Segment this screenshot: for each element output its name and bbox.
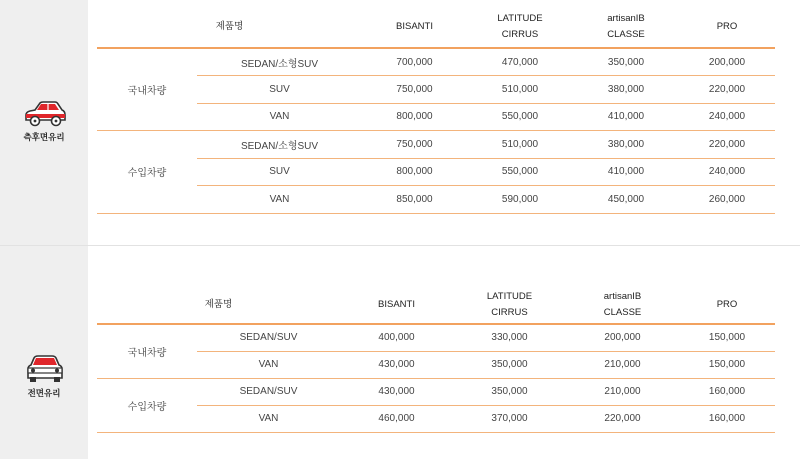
- vehicle-type-cell: SEDAN/소형SUV: [197, 48, 362, 76]
- header-artisanib-classe: artisanIB CLASSE: [566, 286, 679, 324]
- header-product-name: 제품명: [97, 286, 340, 324]
- price-cell: 240,000: [679, 158, 775, 186]
- table-row: [97, 378, 775, 405]
- price-cell: 200,000: [566, 324, 679, 351]
- vehicle-group-label: 수입차량: [97, 131, 197, 214]
- price-cell: 430,000: [340, 378, 453, 405]
- table-row: [97, 324, 775, 351]
- header-latitude-cirrus: LATITUDE CIRRUS: [467, 6, 573, 48]
- table-row: [97, 76, 775, 104]
- table-row: [97, 186, 775, 214]
- price-cell: 450,000: [573, 186, 679, 214]
- category-label: 전면유리: [27, 388, 61, 398]
- price-cell: 210,000: [566, 378, 679, 405]
- vehicle-group-label: 수입차량: [97, 378, 197, 432]
- vehicle-group-label: 국내차량: [97, 324, 197, 378]
- price-cell: 470,000: [467, 48, 573, 76]
- header-latitude-cirrus: LATITUDE CIRRUS: [453, 286, 566, 324]
- price-cell: 750,000: [362, 76, 467, 104]
- vehicle-type-cell: SUV: [197, 158, 362, 186]
- car-side-rear-icon: [22, 98, 68, 132]
- header-pro: PRO: [679, 286, 775, 324]
- price-cell: 240,000: [679, 103, 775, 131]
- vehicle-type-cell: VAN: [197, 405, 340, 432]
- header-product-name: 제품명: [97, 6, 362, 48]
- vehicle-type-cell: VAN: [197, 103, 362, 131]
- price-cell: 210,000: [566, 351, 679, 378]
- price-cell: 380,000: [573, 76, 679, 104]
- price-cell: 220,000: [679, 131, 775, 159]
- price-cell: 800,000: [362, 103, 467, 131]
- vehicle-type-cell: SEDAN/SUV: [197, 378, 340, 405]
- price-cell: 370,000: [453, 405, 566, 432]
- header-bisanti: BISANTI: [340, 286, 453, 324]
- car-front-icon: [22, 352, 68, 386]
- vehicle-type-cell: SEDAN/소형SUV: [197, 131, 362, 159]
- price-cell: 330,000: [453, 324, 566, 351]
- header-artisanib-classe: artisanIB CLASSE: [573, 6, 679, 48]
- price-cell: 220,000: [679, 76, 775, 104]
- vehicle-type-cell: SUV: [197, 76, 362, 104]
- price-cell: 430,000: [340, 351, 453, 378]
- table-row: [97, 103, 775, 131]
- price-cell: 350,000: [453, 351, 566, 378]
- vehicle-group-label: 국내차량: [97, 48, 197, 131]
- price-cell: 150,000: [679, 324, 775, 351]
- price-table-side-rear: [97, 6, 775, 214]
- price-cell: 460,000: [340, 405, 453, 432]
- price-cell: 380,000: [573, 131, 679, 159]
- price-cell: 220,000: [566, 405, 679, 432]
- price-cell: 410,000: [573, 103, 679, 131]
- price-cell: 550,000: [467, 103, 573, 131]
- price-table-windshield: [97, 286, 775, 433]
- vehicle-type-cell: VAN: [197, 186, 362, 214]
- header-pro: PRO: [679, 6, 775, 48]
- header-bisanti: BISANTI: [362, 6, 467, 48]
- category-sidebar: [0, 246, 88, 459]
- category-sidebar: [0, 0, 88, 245]
- price-cell: 850,000: [362, 186, 467, 214]
- table-row: [97, 131, 775, 159]
- price-cell: 700,000: [362, 48, 467, 76]
- price-cell: 510,000: [467, 131, 573, 159]
- price-cell: 510,000: [467, 76, 573, 104]
- vehicle-type-cell: VAN: [197, 351, 340, 378]
- price-cell: 150,000: [679, 351, 775, 378]
- table-row: [97, 158, 775, 186]
- price-cell: 410,000: [573, 158, 679, 186]
- vehicle-type-cell: SEDAN/SUV: [197, 324, 340, 351]
- price-cell: 550,000: [467, 158, 573, 186]
- table-row: [97, 351, 775, 378]
- price-cell: 400,000: [340, 324, 453, 351]
- price-cell: 800,000: [362, 158, 467, 186]
- price-cell: 750,000: [362, 131, 467, 159]
- table-row: [97, 405, 775, 432]
- price-cell: 160,000: [679, 405, 775, 432]
- price-cell: 590,000: [467, 186, 573, 214]
- price-cell: 350,000: [453, 378, 566, 405]
- windshield-section: [0, 246, 800, 459]
- category-label: 측후면유리: [23, 132, 65, 142]
- price-cell: 160,000: [679, 378, 775, 405]
- price-cell: 350,000: [573, 48, 679, 76]
- price-cell: 200,000: [679, 48, 775, 76]
- price-cell: 260,000: [679, 186, 775, 214]
- table-row: [97, 48, 775, 76]
